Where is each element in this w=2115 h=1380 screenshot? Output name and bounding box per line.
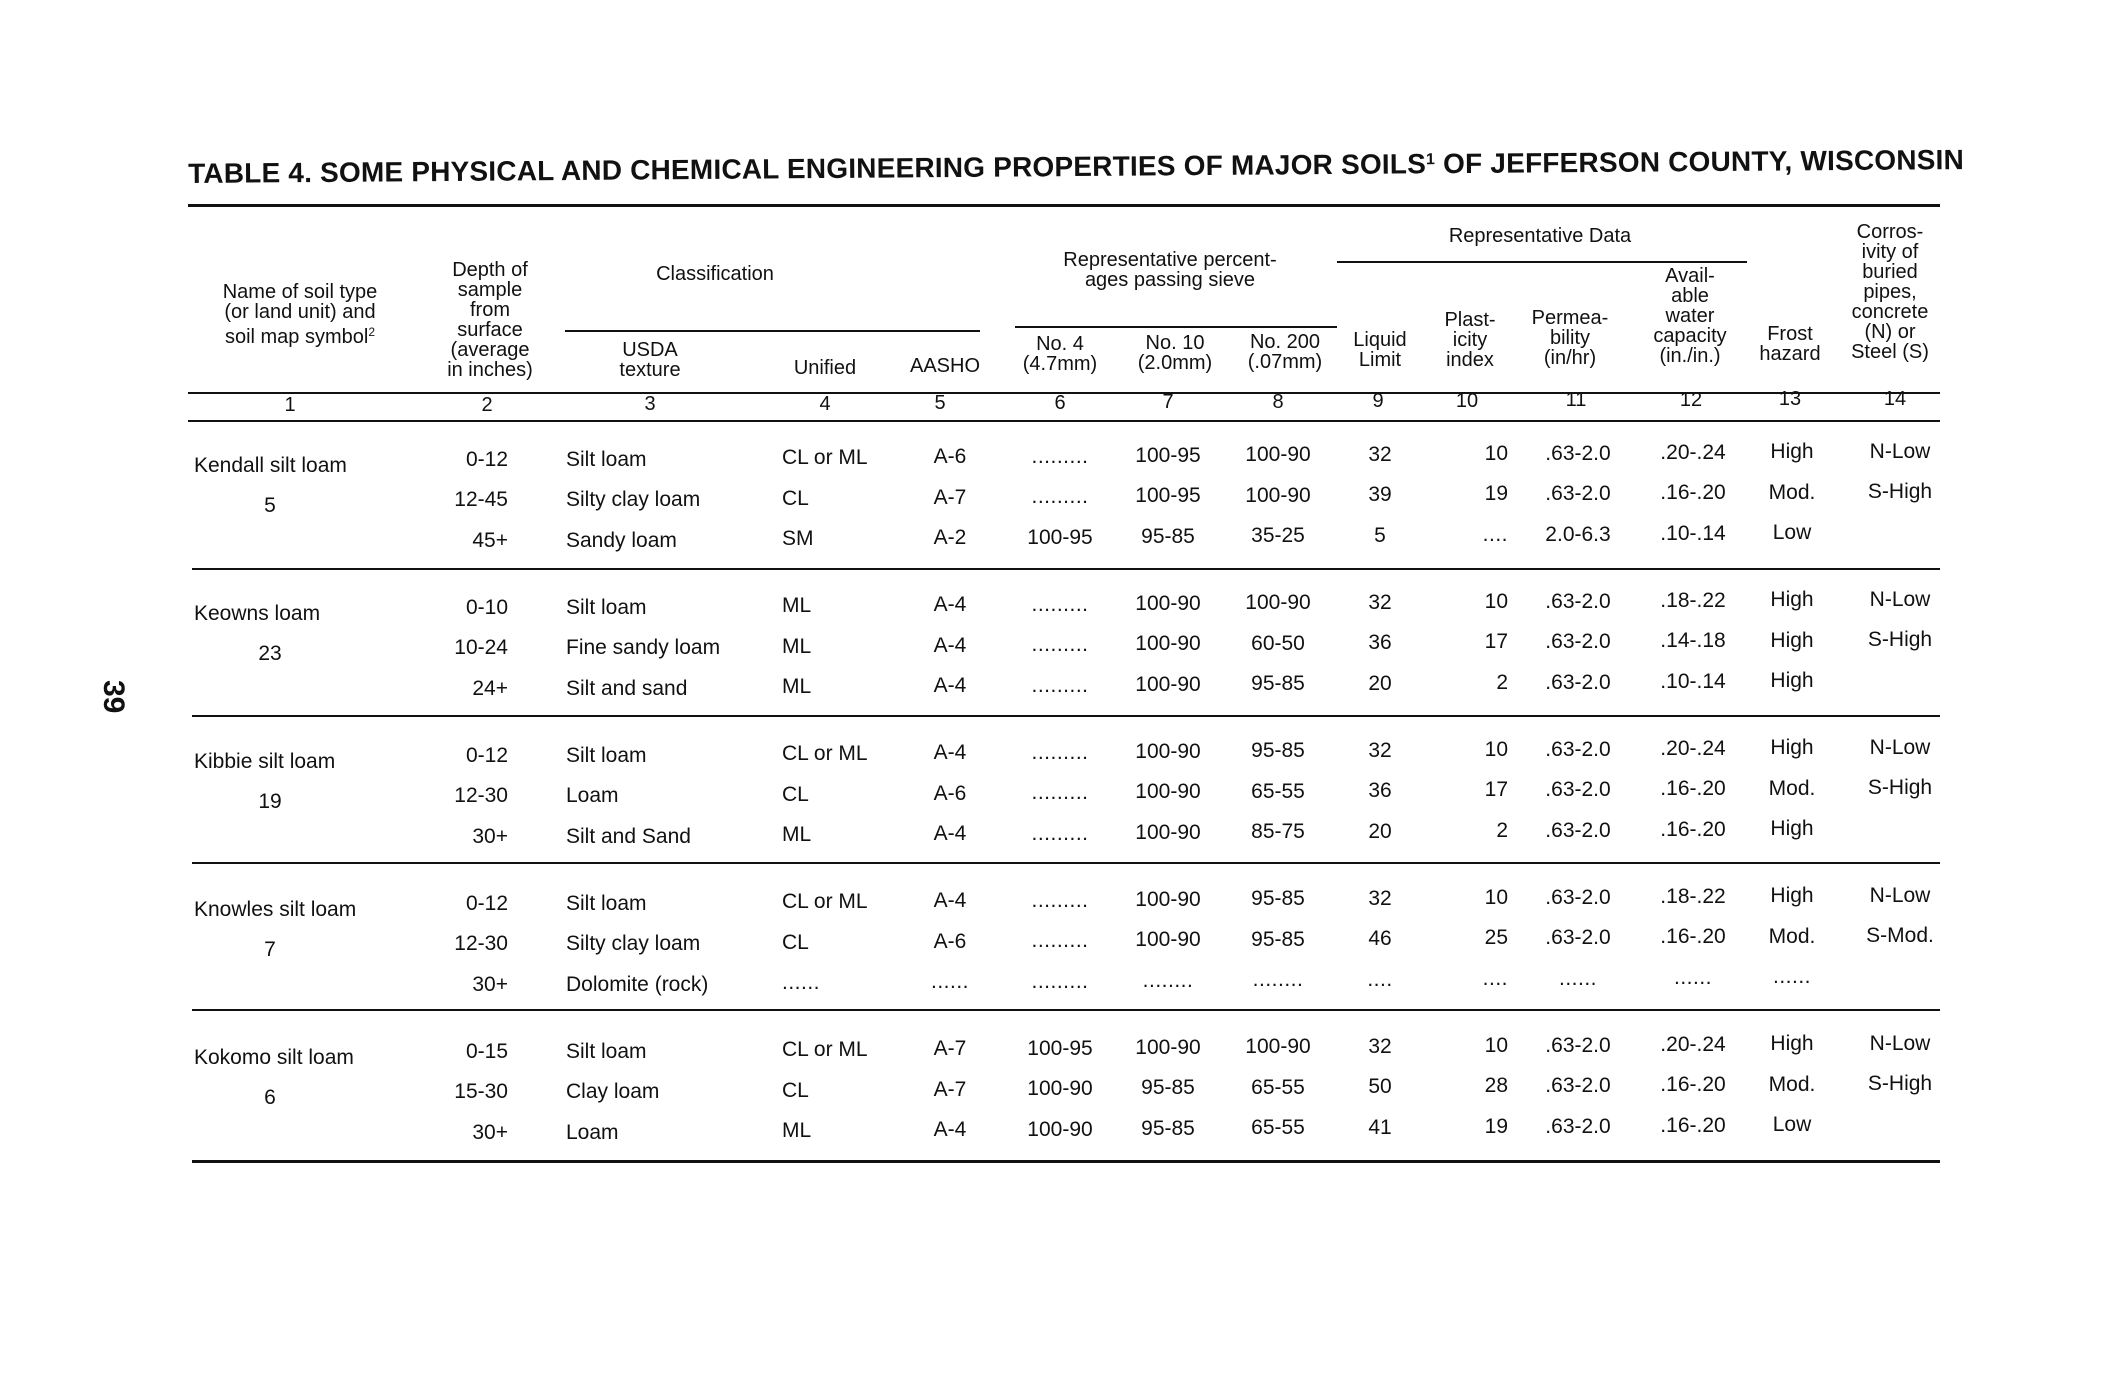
cell-frost-hazard: Mod.: [1768, 480, 1816, 504]
cell-frost-hazard: Low: [1772, 521, 1812, 545]
cell-aasho: A-6: [933, 781, 967, 805]
cell-depth: 30+: [472, 824, 508, 848]
header-name: Name of soil type (or land unit) and soil map symbol$^2$: [222, 281, 378, 348]
cell-sieve-no10: 100-90: [1135, 780, 1201, 804]
cell-depth: 0-12: [465, 743, 508, 767]
cell-permeability: .63-2.0: [1545, 737, 1611, 761]
cell-permeability: .63-2.0: [1545, 630, 1611, 654]
soil-map-symbol: 7: [264, 938, 276, 961]
cell-sieve-no4: .........: [1031, 444, 1089, 468]
cell-plasticity-index: 10: [1484, 885, 1508, 909]
header-usda: USDA texture: [619, 339, 681, 381]
cell-aasho: A-4: [933, 822, 967, 846]
cell-corrosivity: N-Low: [1869, 439, 1931, 463]
cell-sieve-no200: 60-50: [1251, 631, 1305, 655]
cell-liquid-limit: 32: [1368, 886, 1392, 910]
cell-unified: CL: [782, 1078, 809, 1102]
cell-liquid-limit: 36: [1368, 779, 1392, 803]
cell-unified: CL or ML: [782, 742, 868, 766]
cell-usda-texture: Dolomite (rock): [566, 972, 709, 996]
cell-liquid-limit: ....: [1367, 967, 1393, 991]
cell-usda-texture: Loam: [566, 784, 619, 808]
cell-plasticity-index: 10: [1484, 441, 1508, 465]
cell-sieve-no10: 100-90: [1135, 591, 1201, 615]
group-rule-1: [192, 568, 1940, 570]
cell-usda-texture: Silt loam: [566, 595, 647, 619]
cell-usda-texture: Sandy loam: [566, 528, 677, 552]
cell-liquid-limit: 50: [1368, 1075, 1392, 1099]
cell-liquid-limit: 20: [1368, 819, 1392, 843]
cell-sieve-no10: 100-90: [1135, 820, 1201, 844]
cell-sieve-no200: 95-85: [1251, 927, 1305, 951]
cell-depth: 10-24: [454, 636, 508, 660]
cell-unified: ML: [782, 675, 812, 699]
column-number: 9: [1372, 390, 1384, 412]
cell-sieve-no200: 65-55: [1251, 779, 1305, 803]
cell-sieve-no200: 65-55: [1251, 1116, 1305, 1140]
cell-sieve-no10: 100-90: [1135, 928, 1201, 952]
cell-usda-texture: Silty clay loam: [566, 488, 701, 512]
cell-permeability: 2.0-6.3: [1545, 522, 1611, 546]
cell-usda-texture: Silt loam: [566, 743, 647, 767]
cell-aasho: A-4: [933, 889, 967, 913]
cell-permeability: .63-2.0: [1545, 670, 1611, 694]
cell-permeability: .63-2.0: [1545, 1114, 1611, 1138]
column-number: 1: [284, 394, 296, 416]
cell-plasticity-index: 17: [1484, 778, 1508, 802]
cell-sieve-no10: 100-90: [1135, 1035, 1201, 1059]
cell-depth: 30+: [472, 972, 508, 996]
header-corros: Corros- ivity of buried pipes, concrete (N) or Steel (S): [1851, 221, 1929, 363]
cell-corrosivity: S-Mod.: [1866, 924, 1934, 948]
cell-corrosivity: S-High: [1867, 628, 1933, 652]
cell-sieve-no200: 35-25: [1251, 524, 1305, 548]
cell-sieve-no10: 100-95: [1135, 443, 1201, 467]
cell-liquid-limit: 20: [1368, 671, 1392, 695]
cell-frost-hazard: Mod.: [1768, 1072, 1816, 1096]
header-avail: Avail- able water capacity (in./in.): [1653, 265, 1727, 367]
column-number: 3: [644, 393, 656, 415]
cell-aasho: A-2: [933, 526, 967, 550]
header-unified: Unified: [793, 357, 857, 379]
cell-aasho: A-7: [933, 1037, 967, 1061]
cell-depth: 12-45: [454, 488, 508, 512]
cell-sieve-no10: 100-90: [1135, 672, 1201, 696]
column-number: 5: [934, 392, 946, 414]
cell-unified: CL or ML: [782, 890, 868, 914]
cell-plasticity-index: 17: [1484, 630, 1508, 654]
cell-plasticity-index: 25: [1484, 926, 1508, 950]
cell-sieve-no4: .........: [1031, 485, 1089, 509]
cell-plasticity-index: 10: [1484, 1033, 1508, 1057]
title-main: TABLE 4. SOME PHYSICAL AND CHEMICAL ENGINEERING PROPERTIES OF MAJOR SOILS: [188, 148, 1427, 189]
cell-water-capacity: .18-.22: [1660, 884, 1726, 908]
cell-permeability: .63-2.0: [1545, 482, 1611, 506]
cell-sieve-no10: 100-90: [1135, 739, 1201, 763]
cell-sieve-no10: 95-85: [1141, 524, 1195, 548]
column-number: 4: [819, 392, 831, 415]
cell-frost-hazard: Low: [1772, 1113, 1812, 1137]
column-number: 2: [481, 393, 493, 416]
cell-permeability: .63-2.0: [1545, 818, 1611, 842]
cell-water-capacity: .16-.20: [1660, 925, 1726, 949]
cell-aasho: ......: [930, 970, 970, 994]
repdata-rule: [1337, 261, 1747, 263]
cell-water-capacity: .16-.20: [1660, 1073, 1726, 1097]
cell-liquid-limit: 46: [1368, 927, 1392, 951]
cell-sieve-no200: 100-90: [1245, 483, 1311, 507]
group-rule-3: [192, 862, 1940, 864]
column-number: 7: [1162, 391, 1174, 413]
cell-frost-hazard: ......: [1772, 965, 1812, 989]
cell-sieve-no200: 100-90: [1245, 443, 1311, 467]
cell-aasho: A-4: [933, 741, 967, 765]
cell-sieve-no4: 100-90: [1027, 1077, 1093, 1101]
cell-permeability: .63-2.0: [1545, 441, 1611, 465]
cell-usda-texture: Loam: [566, 1120, 619, 1144]
page-number: 39: [97, 680, 130, 714]
cell-corrosivity: S-High: [1867, 1072, 1933, 1096]
cell-frost-hazard: High: [1770, 669, 1814, 693]
cell-sieve-no4: .........: [1031, 969, 1089, 993]
cell-sieve-no4: 100-95: [1027, 1036, 1093, 1060]
cell-usda-texture: Silt loam: [566, 447, 647, 471]
cell-sieve-no200: 100-90: [1245, 1035, 1311, 1059]
cell-usda-texture: Fine sandy loam: [566, 636, 721, 660]
cell-depth: 0-10: [465, 595, 508, 619]
cell-sieve-no4: .........: [1031, 929, 1089, 953]
header-no10: No. 10 (2.0mm): [1137, 332, 1213, 374]
cell-plasticity-index: ....: [1482, 966, 1508, 990]
cell-water-capacity: .16-.20: [1660, 481, 1726, 505]
cell-liquid-limit: 5: [1374, 523, 1386, 547]
header-frost: Frost hazard: [1759, 323, 1821, 365]
cell-sieve-no4: .........: [1031, 781, 1089, 805]
cell-permeability: ......: [1558, 966, 1598, 990]
cell-depth: 24+: [472, 676, 508, 700]
soil-name: Keowns loam: [194, 602, 321, 625]
colnum-rule: [188, 420, 1940, 422]
header-plast: Plast- icity index: [1444, 309, 1496, 371]
cell-sieve-no10: 100-90: [1135, 632, 1201, 656]
soil-name: Kibbie silt loam: [194, 750, 336, 773]
cell-corrosivity: S-High: [1867, 776, 1933, 800]
cell-sieve-no4: 100-95: [1027, 525, 1093, 549]
table-bottom-rule: [192, 1160, 1940, 1163]
group-rule-4: [192, 1009, 1940, 1011]
cell-aasho: A-7: [933, 1077, 967, 1101]
cell-unified: ......: [782, 971, 821, 995]
cell-liquid-limit: 41: [1368, 1115, 1392, 1139]
cell-frost-hazard: High: [1770, 440, 1814, 464]
cell-frost-hazard: High: [1770, 884, 1814, 908]
cell-water-capacity: .10-.14: [1660, 521, 1726, 545]
cell-permeability: .63-2.0: [1545, 778, 1611, 802]
cell-water-capacity: .20-.24: [1660, 440, 1726, 464]
cell-water-capacity: .18-.22: [1660, 588, 1726, 612]
cell-aasho: A-4: [933, 1118, 967, 1142]
soil-map-symbol: 5: [264, 494, 276, 517]
soil-map-symbol: 23: [258, 642, 282, 665]
cell-water-capacity: .20-.24: [1660, 1032, 1726, 1056]
soil-map-symbol: 19: [258, 790, 282, 813]
cell-corrosivity: S-High: [1867, 480, 1933, 504]
column-number: 14: [1883, 387, 1907, 410]
cell-corrosivity: N-Low: [1869, 883, 1931, 907]
cell-usda-texture: Clay loam: [566, 1080, 660, 1104]
cell-sieve-no200: ........: [1252, 968, 1304, 992]
cell-plasticity-index: 2: [1496, 670, 1508, 694]
cell-depth: 0-15: [465, 1039, 508, 1063]
cell-water-capacity: ......: [1673, 965, 1713, 989]
column-number: 10: [1455, 389, 1479, 412]
cell-depth: 15-30: [454, 1080, 508, 1104]
cell-permeability: .63-2.0: [1545, 885, 1611, 909]
table-title: [188, 144, 1965, 190]
cell-sieve-no10: 95-85: [1141, 1116, 1195, 1140]
cell-water-capacity: .20-.24: [1660, 736, 1726, 760]
cell-depth: 30+: [472, 1120, 508, 1144]
cell-unified: CL: [782, 486, 809, 510]
column-number: 8: [1272, 390, 1284, 413]
header-no4: No. 4 (4.7mm): [1022, 333, 1098, 375]
cell-liquid-limit: 32: [1368, 1034, 1392, 1058]
cell-unified: ML: [782, 634, 812, 658]
cell-liquid-limit: 36: [1368, 631, 1392, 655]
soil-name: Kendall silt loam: [194, 454, 347, 477]
cell-unified: CL: [782, 930, 809, 954]
cell-sieve-no10: 100-90: [1135, 887, 1201, 911]
column-number: 13: [1778, 388, 1802, 410]
cell-aasho: A-7: [933, 485, 967, 509]
cell-liquid-limit: 32: [1368, 442, 1392, 466]
header-aasho: AASHO: [909, 355, 981, 377]
cell-liquid-limit: 32: [1368, 738, 1392, 762]
cell-depth: 45+: [472, 528, 508, 552]
cell-unified: ML: [782, 594, 812, 618]
soil-name: Knowles silt loam: [194, 898, 357, 921]
cell-sieve-no200: 95-85: [1251, 739, 1305, 763]
cell-sieve-no4: .........: [1031, 888, 1089, 912]
cell-permeability: .63-2.0: [1545, 589, 1611, 613]
header-no200: No. 200 (.07mm): [1247, 331, 1323, 373]
cell-depth: 0-12: [465, 891, 508, 915]
cell-water-capacity: .10-.14: [1660, 669, 1726, 693]
cell-aasho: A-4: [933, 633, 967, 657]
soil-map-symbol: 6: [264, 1086, 276, 1109]
cell-plasticity-index: ....: [1482, 522, 1508, 546]
cell-unified: CL or ML: [782, 1038, 868, 1062]
cell-permeability: .63-2.0: [1545, 926, 1611, 950]
cell-sieve-no4: 100-90: [1027, 1117, 1093, 1141]
cell-water-capacity: .16-.20: [1660, 777, 1726, 801]
title-rule: [188, 204, 1940, 207]
cell-sieve-no200: 65-55: [1251, 1075, 1305, 1099]
cell-frost-hazard: High: [1770, 1032, 1814, 1056]
cell-unified: ML: [782, 1119, 812, 1143]
cell-sieve-no4: .........: [1031, 633, 1089, 657]
cell-aasho: A-6: [933, 445, 967, 469]
cell-permeability: .63-2.0: [1545, 1074, 1611, 1098]
cell-plasticity-index: 10: [1484, 589, 1508, 613]
column-number: 12: [1679, 388, 1703, 411]
cell-usda-texture: Silt and sand: [566, 676, 688, 700]
cell-water-capacity: .14-.18: [1660, 629, 1726, 653]
header-liquid: Liquid Limit: [1353, 329, 1407, 371]
cell-sieve-no10: ........: [1142, 968, 1194, 992]
cell-sieve-no10: 100-95: [1135, 484, 1201, 508]
cell-plasticity-index: 19: [1484, 482, 1508, 506]
cell-unified: ML: [782, 823, 812, 847]
cell-sieve-no4: .........: [1031, 592, 1089, 616]
cell-water-capacity: .16-.20: [1660, 1113, 1726, 1137]
cell-aasho: A-6: [933, 929, 967, 953]
cell-sieve-no200: 85-75: [1251, 820, 1305, 844]
cell-frost-hazard: High: [1770, 628, 1814, 652]
header-classification: Classification: [656, 263, 774, 285]
soil-name: Kokomo silt loam: [194, 1046, 354, 1069]
sieve-rule: [1015, 326, 1337, 328]
column-number: 11: [1565, 389, 1587, 411]
cell-liquid-limit: 32: [1368, 590, 1392, 614]
cell-plasticity-index: 10: [1484, 737, 1508, 761]
title-tail: OF JEFFERSON COUNTY, WISCONSIN: [1434, 144, 1965, 180]
group-rule-2: [192, 715, 1940, 717]
cell-depth: 12-30: [454, 784, 508, 808]
cell-frost-hazard: Mod.: [1768, 924, 1816, 948]
header-depth: Depth of sample from surface (average in inches): [447, 259, 533, 381]
cell-depth: 0-12: [465, 447, 508, 471]
cell-usda-texture: Silt and Sand: [566, 824, 691, 848]
cell-plasticity-index: 2: [1496, 818, 1508, 842]
cell-permeability: .63-2.0: [1545, 1033, 1611, 1057]
header-sieve-group: Representative percent- ages passing sieve: [1063, 249, 1277, 291]
column-number: 6: [1054, 391, 1066, 414]
cell-corrosivity: N-Low: [1869, 1031, 1931, 1055]
cell-aasho: A-4: [933, 593, 967, 617]
cell-frost-hazard: High: [1770, 817, 1814, 841]
cell-sieve-no4: .........: [1031, 821, 1089, 845]
cell-frost-hazard: Mod.: [1768, 776, 1816, 800]
cell-corrosivity: N-Low: [1869, 587, 1931, 611]
cell-frost-hazard: High: [1770, 588, 1814, 612]
cell-liquid-limit: 39: [1368, 483, 1392, 507]
cell-water-capacity: .16-.20: [1660, 817, 1726, 841]
cell-usda-texture: Silt loam: [566, 891, 647, 915]
cell-sieve-no200: 95-85: [1251, 672, 1305, 696]
cell-sieve-no200: 100-90: [1245, 591, 1311, 615]
cell-sieve-no200: 95-85: [1251, 887, 1305, 911]
cell-usda-texture: Silty clay loam: [566, 932, 701, 956]
cell-sieve-no10: 95-85: [1141, 1076, 1195, 1100]
cell-unified: CL: [782, 782, 809, 806]
title-footnote-mark: 1: [1425, 151, 1436, 169]
cell-unified: SM: [782, 527, 814, 551]
header-rep-data: Representative Data: [1448, 225, 1632, 247]
cell-aasho: A-4: [933, 674, 967, 698]
cell-depth: 12-30: [454, 932, 508, 956]
header-perm: Permea- bility (in/hr): [1531, 307, 1609, 369]
cell-unified: CL or ML: [782, 446, 868, 470]
classification-rule: [565, 330, 980, 332]
cell-sieve-no4: .........: [1031, 740, 1089, 764]
cell-sieve-no4: .........: [1031, 673, 1089, 697]
cell-plasticity-index: 28: [1484, 1074, 1508, 1098]
cell-plasticity-index: 19: [1484, 1114, 1508, 1138]
cell-frost-hazard: High: [1770, 736, 1814, 760]
cell-usda-texture: Silt loam: [566, 1039, 647, 1063]
cell-corrosivity: N-Low: [1869, 735, 1931, 759]
